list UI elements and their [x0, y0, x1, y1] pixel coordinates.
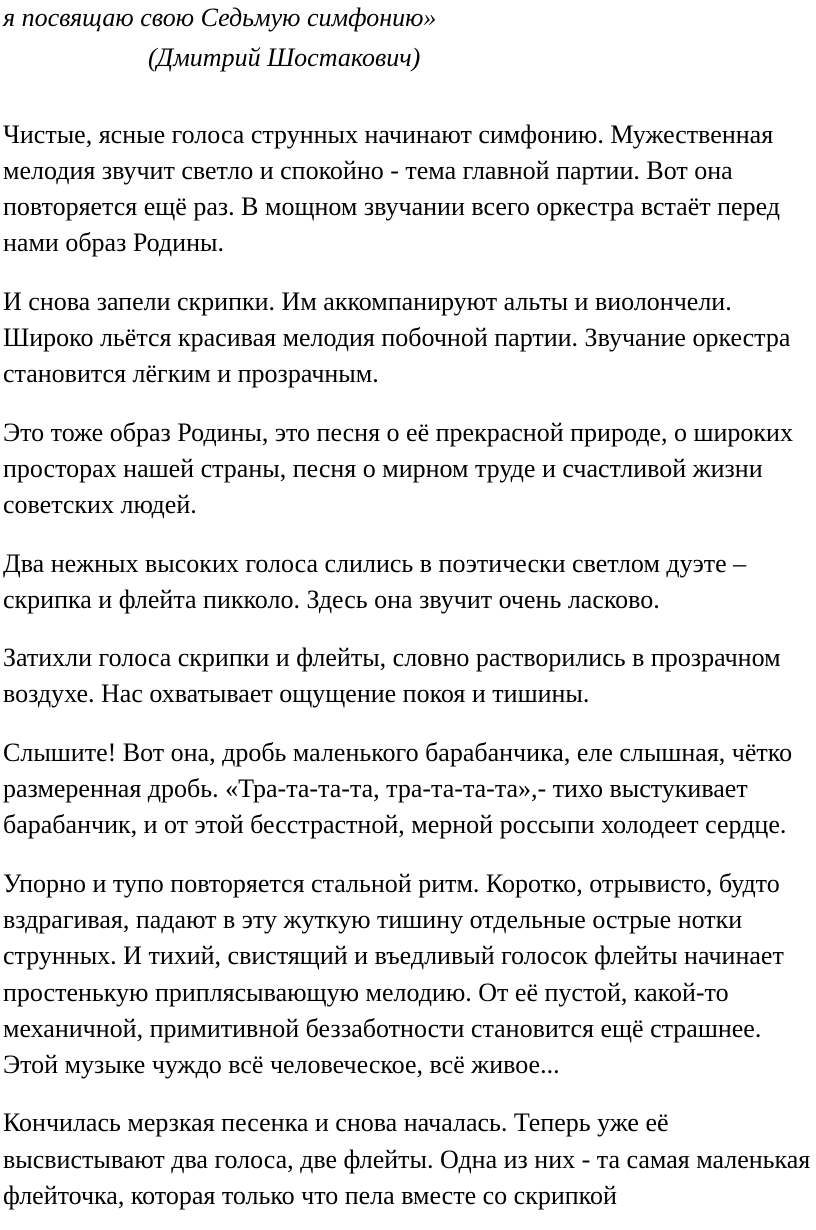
paragraph-5: Затихли голоса скрипки и флейты, словно растворились в прозрачном воздухе. Нас охватывает ощущение покоя и тишины. — [3, 643, 781, 709]
epigraph-author: (Дмитрий Шостакович) — [148, 43, 421, 73]
paragraph-2: И снова запели скрипки. Им аккомпанируют альты и виолончели. Широко льётся красивая мелодия побочной партии. Звучание оркестра становится лёгким и прозрачным. — [3, 286, 791, 389]
paragraph-1: Чистые, ясные голоса струнных начинают симфонию. Мужественная мелодия звучит светло и спокойно - тема главной партии. Вот она повторяется ещё раз. В мощном звучании всего оркестра встаёт перед нами образ Родины. — [3, 119, 780, 258]
paragraph-7: Упорно и тупо повторяется стальной ритм. Коротко, отрывисто, будто вздрагивая, падают в эту жуткую тишину отдельные острые нотки струнных. И тихий, свистящий и въедливый голосок флейты начинает простенькую приплясывающую мелодию. От её пустой, какой-то механичной, примитивной беззаботности становится ещё страшнее. Этой музыке чуждо всё человеческое, всё живое... — [3, 868, 784, 1080]
epigraph — [3, 0, 813, 77]
document-page — [3, 0, 813, 1214]
paragraph-3: Это тоже образ Родины, это песня о её прекрасной природе, о широких просторах нашей страны, песня о мирном труде и счастливой жизни советских людей. — [3, 417, 793, 520]
epigraph-quote: я посвящаю свою Седьмую симфонию» — [3, 3, 437, 32]
paragraph-8: Кончилась мерзкая песенка и снова началась. Теперь уже её высвистывают два голоса, две флейты. Одна из них - та самая маленькая флейточка, которая только что пела вместе со скрипкой — [3, 1108, 811, 1211]
paragraph-6: Слышите! Вот она, дробь маленького барабанчика, еле слышная, чётко размеренная дробь. «Тра-та-та-та, тра-та-та-та»,- тихо выстукивает барабанчик, и от этой бесстрастной, мерной россыпи холодеет сердце. — [3, 737, 793, 840]
paragraph-4: Два нежных высоких голоса слились в поэтически светлом дуэте – скрипка и флейта пикколо. Здесь она звучит очень ласково. — [3, 548, 747, 614]
